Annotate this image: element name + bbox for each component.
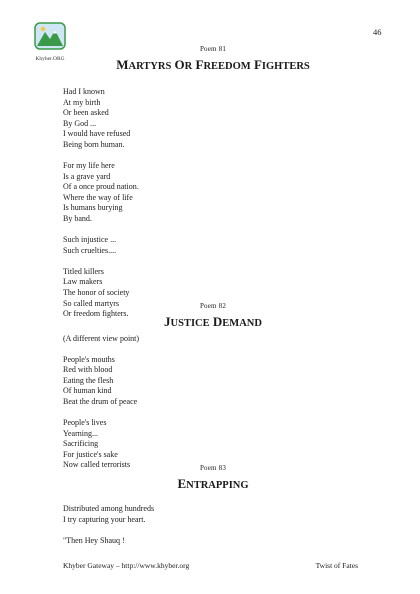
poem-line: Law makers <box>63 277 103 287</box>
poem-line: Eating the flesh <box>63 375 114 385</box>
poem-83 <box>63 464 363 546</box>
poem-line: At my birth <box>63 97 101 107</box>
poem-title: MARTYRS OR FREEDOM FIGHTERS <box>116 57 310 72</box>
page-number: 46 <box>373 27 382 37</box>
poem-line: Had I known <box>63 87 105 96</box>
poem-line: Yearning... <box>63 428 98 438</box>
footer-book-title: Twist of Fates <box>315 561 358 570</box>
poem-line: Or freedom fighters. <box>63 309 129 319</box>
stanza <box>63 235 363 256</box>
poem-82 <box>63 302 363 471</box>
poem-line: For my life here <box>63 161 115 171</box>
poem-line: Distributed among hundreds <box>63 504 155 513</box>
stanza <box>63 161 363 225</box>
poem-line: People's lives <box>63 418 107 428</box>
poem-line: I try capturing your heart. <box>63 514 146 524</box>
poem-line: Titled killers <box>63 266 104 276</box>
poem-label: Poem 83 <box>199 464 227 472</box>
poem-line: I would have refused <box>63 129 131 139</box>
stanza <box>63 87 363 151</box>
poem-stanzas <box>63 87 363 320</box>
poem-line: The honor of society <box>63 288 130 297</box>
poem-line: Is humans burying <box>63 203 123 213</box>
poem-line: So called martyrs <box>63 298 119 308</box>
poem-line: Such injustice ... <box>63 235 117 245</box>
poem-line: Of a once proud nation. <box>63 182 139 192</box>
footer-site-link[interactable]: Khyber Gateway – http://www.khyber.org <box>63 561 190 570</box>
poem-title: ENTRAPPING <box>177 476 249 491</box>
poem-subtitle: (A different view point) <box>63 334 140 343</box>
poem-line: People's mouths <box>63 354 115 364</box>
poem-line: For justice's sake <box>63 449 118 459</box>
stanza <box>63 536 363 547</box>
poem-label: Poem 81 <box>199 45 227 53</box>
stanza <box>63 355 363 408</box>
poem-line: By band. <box>63 214 92 224</box>
poem-line: Now called terrorists <box>63 460 131 470</box>
poem-stanzas <box>63 504 363 546</box>
poem-line: Red with blood <box>63 365 113 375</box>
poem-line: Being born human. <box>63 139 125 149</box>
poem-line: Such cruelties.... <box>63 245 117 255</box>
poem-label: Poem 82 <box>199 302 227 310</box>
poem-line: "Then Hey Shauq ! <box>63 535 125 545</box>
mountain-logo-icon <box>34 22 66 50</box>
stanza <box>63 504 363 525</box>
poem-line: Or been asked <box>63 108 109 118</box>
poem-line: Where the way of life <box>63 192 133 202</box>
poem-line: Of human kind <box>63 386 112 396</box>
poem-line: By God ... <box>63 118 97 128</box>
poem-stanzas <box>63 355 363 471</box>
poem-line: Sacrificing <box>63 439 99 449</box>
poem-line: Beat the drum of peace <box>63 396 138 406</box>
poem-line: Is a grave yard <box>63 171 111 181</box>
poem-81 <box>63 45 363 320</box>
logo-text: Khyber.ORG <box>35 56 65 62</box>
poem-title: JUSTICE DEMAND <box>164 314 262 329</box>
page-footer <box>63 561 358 570</box>
